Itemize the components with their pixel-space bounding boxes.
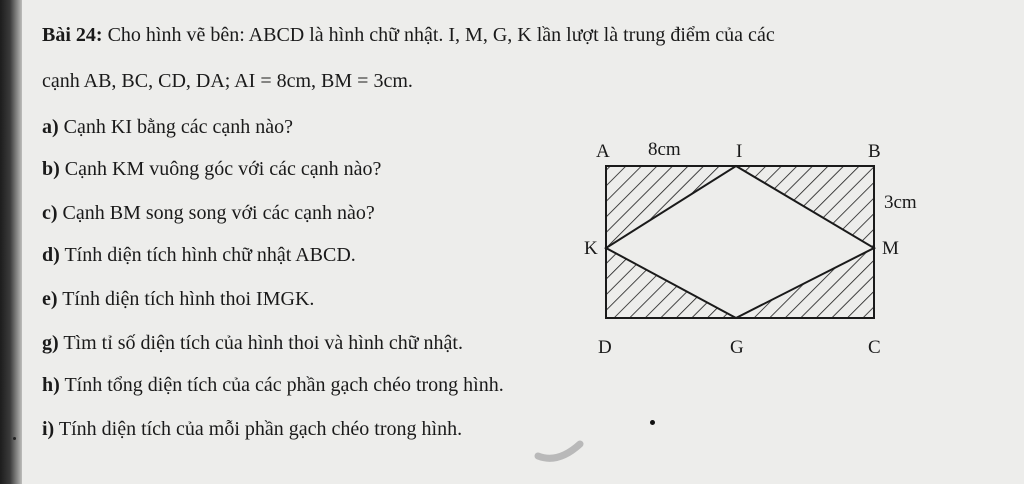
question-e <box>42 288 314 311</box>
question-i <box>42 418 462 441</box>
question-label: e) <box>42 288 58 310</box>
question-g <box>42 332 463 355</box>
length-label-ai: 8cm <box>648 139 681 160</box>
midpoint-label-i: I <box>736 141 743 162</box>
problem-intro-line-1 <box>42 24 775 47</box>
vertex-label-d: D <box>598 337 612 358</box>
question-label: g) <box>42 332 59 354</box>
midpoint-label-m: M <box>882 238 899 259</box>
problem-intro-line-2: cạnh AB, BC, CD, DA; AI = 8cm, BM = 3cm. <box>42 70 413 92</box>
scan-edge-shadow <box>0 0 22 484</box>
question-a <box>42 116 293 139</box>
question-text: Tìm tỉ số diện tích của hình thoi và hình chữ nhật. <box>63 332 463 354</box>
question-d <box>42 244 356 267</box>
question-c <box>42 202 375 225</box>
problem-intro-text-1: Cho hình vẽ bên: ABCD là hình chữ nhật. I, M, G, K lần lượt là trung điểm của các <box>107 24 775 46</box>
question-label: d) <box>42 244 60 266</box>
vertex-label-a: A <box>596 141 610 162</box>
problem-title: Bài 24: <box>42 24 103 46</box>
vertex-label-c: C <box>868 337 881 358</box>
question-text: Tính diện tích hình thoi IMGK. <box>62 288 315 310</box>
length-label-bm: 3cm <box>884 192 917 213</box>
question-b <box>42 158 381 181</box>
question-label: c) <box>42 202 58 224</box>
question-text: Cạnh BM song song với các cạnh nào? <box>62 202 375 224</box>
question-text: Tính diện tích của mỗi phần gạch chéo trong hình. <box>58 418 463 440</box>
question-h <box>42 374 504 397</box>
question-text: Tính tổng diện tích của các phần gạch chéo trong hình. <box>64 374 504 396</box>
ink-dot <box>650 420 655 425</box>
question-text: Cạnh KM vuông góc với các cạnh nào? <box>64 158 382 180</box>
question-label: i) <box>42 418 55 440</box>
margin-mark <box>13 437 16 440</box>
vertex-label-b: B <box>868 141 881 162</box>
midpoint-label-g: G <box>730 337 744 358</box>
question-label: b) <box>42 158 60 180</box>
ink-smudge <box>530 428 590 468</box>
question-text: Cạnh KI bằng các cạnh nào? <box>63 116 294 138</box>
question-label: h) <box>42 374 60 396</box>
midpoint-label-k: K <box>584 238 598 259</box>
rectangle-rhombus-figure <box>570 128 917 368</box>
question-text: Tính diện tích hình chữ nhật ABCD. <box>64 244 356 266</box>
question-label: a) <box>42 116 59 138</box>
